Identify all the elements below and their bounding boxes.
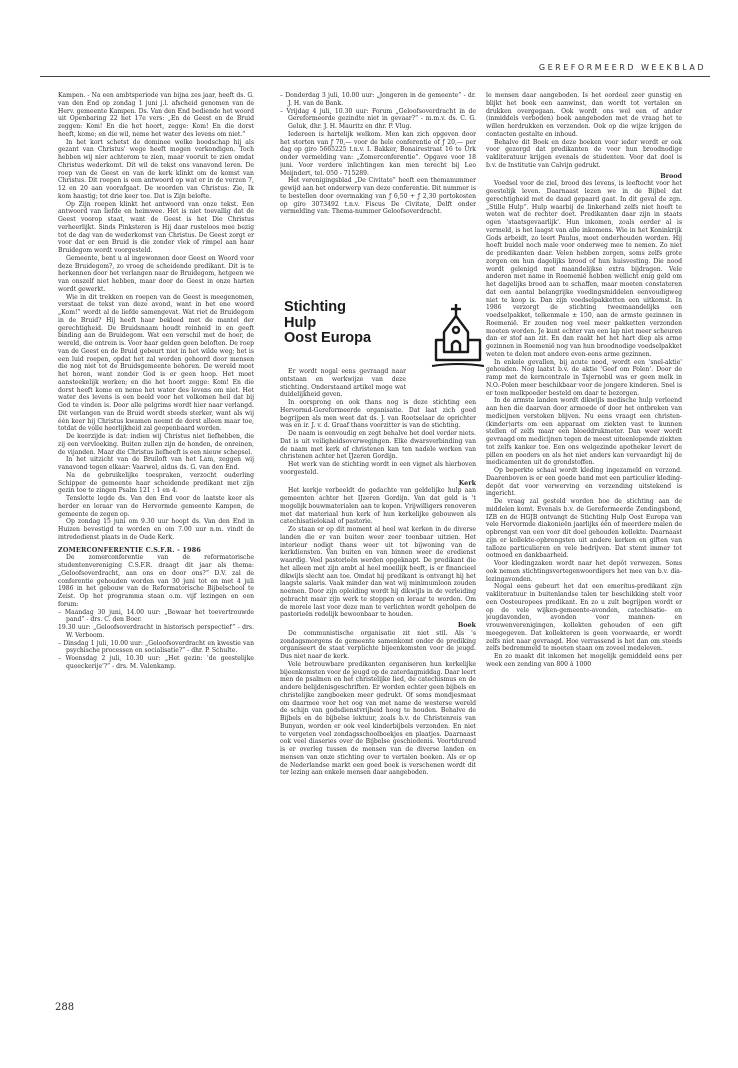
column-2-bottom <box>280 368 476 1010</box>
list-item: – Donderdag 3 juli, 10.00 uur: „Jongeren in de gemeente” - dr. J. H. van de Bank. <box>280 92 476 107</box>
logo-line: Oost Europa <box>284 330 372 346</box>
page-header <box>40 60 710 77</box>
paragraph: Wie in dit trekken en roepen van de Geest is meegenomen, verstaat de tekst van deze avond, want in het ene woord „Kom!” wordt al de liefde samengevat. Wat riet de Bruidegom in de Bruid? Hij heeft haar bekleed met de mantel der gerechtigheid. De Bruidsnaam houdt reinheid in en geeft binding aan de Bruidegom. Wat een verschil met de hoer, de wereld, die ontrein is. Voor haar gelden geen beloften. De roep van de Geest en de Bruid gebeurt niet in het wilde weg; het is een luid roepen, opdat het zal worden gehoord door mensen die nog niet tot de Bruidsgemeente behoren. De wereld moet het horen, want zonder God is er geen hoop. Het moet aansteekelijk werken; en die het hoort zegge: Kom! En die dorst heeft kome en neme het water des levens om niet. Het water des levens is een beeld voor het volkomen heil dat bij God te vinden is. Door alle pelgrims wordt hier naar verlangd. Dit verlangen van de Bruid wordt steeds sterker, want als wij één keer bij Christus kwamen neemt de dorst alleen maar toe, totdat de volle heerlijkheid zal geopenbaard worden. <box>58 293 254 433</box>
section-heading-zomerconferentie: ZOMERCONFERENTIE C.S.F.R. - 1986 <box>58 545 202 554</box>
paragraph: Kampen. - Na een ambtsperiode van bijna zes jaar, heeft ds. G. van den End op zondag 1 juni j.l. afscheid genomen van de Herv. gemeente Kampen. Ds. Van den End bediende het woord uit Openbaring 22 het 17e vers: „En de Geest en de Bruid zeggen: Kom! En die het hoort, zegge: Kom! En die dorst heeft, kome; en die wil, neme het water des levens om niet.” <box>58 92 254 138</box>
paragraph: Tenslotte legde ds. Van den End voor de laatste keer als herder en leraar van de Hervormde gemeente Kampen, de gemeente de zegen op. <box>58 495 254 518</box>
subheading-brood: Brood <box>660 171 682 180</box>
paragraph: In het kort schetst de dominee welke boodschap hij als gezant van Christus' wege heeft mogen verkondigen. Toch hebben wij nier achterom te zien, maar vooruit te zien omdat Christus wederkomt. Dit wil de tekst ons vanavond leren. De roep van de Geest en van de kerk klinkt om de komst van Christus. Dit roepen is een antwoord op wat er in de verzen 7, 12 en 20 aan voorafgaat. De woorden van Christus: Zie, Ik kom haastig; tot drie keer toe. Dat is Zijn belofte. <box>58 138 254 200</box>
paragraph: Nogal eens gebeurt het dat een emeritus-predikant zijn vakliteratuur in buitenlandse talen ter beschikking stelt voor een Oosteuropees predikant. En zo u zult begrijpen wordt er op de vele wijken-gemeente-avonden, catechisatie- en jeugdavonden, avonden voor mannen- en vrouwenverenigingen, kollekten gehouden of een gift meegegeven. Dat kollekteren is geen voorwaarde, er wordt zelfs niet naar gevraagd. Hoe verrassend is het dan om steeds zelfs bedremmeld te moeten staan om zoveel medeleven. <box>486 583 682 653</box>
journal-title: GEREFORMEERD WEEKBLAD <box>538 63 706 72</box>
paragraph: Op Zijn roepen klinkt het antwoord van onze tekst. Een antwoord van liefde en heimwee. Het is niet toevallig dat de Geest voorop staat, want de Geest is het Die Christus verheerlijkt. Sinds Pinksteren is Hij daar rusteloos mee bezig tot de dag van de wederkomst van Christus. De Geest zorgt er voor dat er een Bruid is die zonder vlek of rimpel aan haar Bruidegom wordt voorgesteld. <box>58 200 254 254</box>
paragraph: Op beperkte schaal wordt kleding ingezameld en verzond. Daarenboven is er een goede band met een particulier kleding-depôt dat voor verwerving en verzending uitstekend is ingericht. <box>486 467 682 498</box>
paragraph: le mensen daar aangeboden. Is het oordeel zeer gunstig en blijkt het boek een aanwinst, dan wordt tot vertalen en drukken overgegaan. Ook wordt ons wel een of ander (inmiddels verboden) boek aangeboden met de vraag het te willen herdrukken en verzenden. Ook op die wijze krijgen de contacten gestalte en inhoud. <box>486 92 682 138</box>
column-1 <box>58 92 254 1004</box>
paragraph: Voor kledingzaken wordt naar het depôt verwezen. Soms ook nemen stichtingsvertegenwoordigers het mee van b.v. dia-lezingavonden. <box>486 560 682 583</box>
paragraph: Iedereen is hartelijk welkom. Men kan zich opgeven door het storten van ƒ 70,— voor de hele conferentie of ƒ 20,— per dag op giro 5665225 t.n.v. I. Bakker, Bonairestraat 16 te Urk onder vermelding van: „Zomerconferentie”. Opgave voor 18 juni. Voor verdere inlichtingen kan men terecht bij Leo Meijndert, tel. 050 - 715289. <box>280 130 476 177</box>
subheading-kerk: Kerk <box>458 478 476 487</box>
page <box>40 0 720 1068</box>
paragraph: Voedsel voor de ziel, brood des levens, is leeftocht voor het geestelijk leven. Daarnaast lezen we in de Bijbel dat gerechtigheid met de daad gepaard gaat. In dit geval de zgn. „Stille Hulp”. Hulp waarbij de linkerhand zelfs niet hoeft te weten wat de rechter doet. Predikanten daar zijn in staats ogen 'staatsgevaarlijk'. Hun inkomen, zoals eerder al is vermeld, is het laagst van alle inkomens. Wie in het Koninkrijk Gods arbeidt, zo leert Paulus, moet onderhouden worden. Hij hoeft buidel noch male voor onderweg mee te nemen. Zo niet de predikanten daar. Velen hebben zorgen, soms zelfs grote zorgen om hun dagelijks brood of hun huisvesting. Die nood wordt gelenigd met maandelijkse extra bijdragen. Vele anderen met name in Roemenië hebben wellicht enig geld om het dagelijks brood aan te schaffen, maar moeten constateren dat een aantal belangrijke voedingsmiddelen eenvoudigweg niet te koop is. Dan zijn voedselpakketten een uitkomst. In 1986 verzorgt de stichting tweemaandelijks een voedselpakket, telkenmale ± 150, aan de armste gezinnen in Roemenië. Er zouden nog veel meer pakketten verzonden moeten worden. Je kunt echter van een lap niet meer scheuren dan er stof aan zit. En dan raakt het het hart diep als arme gezinnen in Roemenië nog van hun broodnodige voedselpakket weten te delen met andere even-eens arme gezinnen. <box>486 180 682 358</box>
logo-line: Stichting <box>284 299 347 315</box>
paragraph: Zo staan er op dit moment al heel wat kerken in de diverse landen die er van buiten weer zeer toonbaar uitzien. Het interieur nodigt thans weer uit tot bijwoning van de kerkdiensten. Van buiten en van binnen weer de eredienst waardig. Veel pastorieën werden opgeknapt. De predikant die het alleen met zijn ambt al heel moeilijk heeft, is er financieel dikwijls slecht aan toe. Omdat hij predikant is ontvangt hij het laagste salaris. Vaak minder dan wat wij minimumloon zouden noemen. Door zijn opleiding wordt hij dikwijls in de verleiding gebracht maar zijn werk te stoppen en leraar te worden. Om de morele last voor deze man te verlichten wordt geholpen de pastorieën redelijk bewoonbaar te houden. <box>280 526 476 619</box>
paragraph: Na de gebruikelijke toespraken, verzocht ouderling Schipper de gemeente haar scheidende predikant met zijn gezin toe te zingen Psalm 121 : 1 en 4. <box>58 471 254 495</box>
paragraph: In oorsprong en ook thans nog is deze stichting een Hervormd-Gereformeerde organisatie. Dat laat zich goed begrijpen als men weet dat ds. J. van Rootselaar de oprichter was en ir. J. v. d. Graaf thans voorzitter is van de stichting. <box>280 399 476 430</box>
church-icon <box>430 300 486 372</box>
logo-line: Hulp <box>284 314 317 331</box>
list-item: – Dinsdag 1 juli, 10.00 uur: „Geloofsoverdracht en kwestie van psychische processen en socialisatie?” - dhr. P. Schulte. <box>58 639 254 655</box>
paragraph: In het uitzicht van de Bruiloft van het Lam, zeggen wij vanavond tegen elkaar: Vaarwel, aldus ds. G. van den End. <box>58 456 254 471</box>
list-item: – Woensdag 2 juli, 10.30 uur: „Het gezin: 'de geestelijke queeckerije'?” - drs. M. Valenkamp. <box>58 655 254 670</box>
paragraph: De keerzijde is dat: indien wij Christus niet liefhebben, die zij een vervloeking. Buiten zullen zijn de honden, de onreinen, de vijanden. Maar die Christus liefheeft is een nieuw schepsel. <box>58 433 254 456</box>
paragraph: De vraag zal gesteld worden hoe de stichting aan de middelen komt. Evenals b.v. de Gereformeerde Zendingsbond, IZB en de HGJB ontvangt de Stichting Hulp Oost Europa van vele Hervormde diakonieën jaarlijks één of meerdere malen de opbrengst van een voor dit doel gehouden kollekte. Daarnaast zijn er kollekte-opbrengsten uit andere kerken en giften van talloze particulieren en vele bedrijven. Dat stemt immer tot ootmoed en dankbaarheid. <box>486 498 682 560</box>
paragraph: De naam is eenvoudig en zegt behalve het doel verder niets. Dat is uit veiligheidsoverwegingen. Elke dwarsverbinding van de naam met kerk of christenen kan ten nadele werken van christenen achter het IJzeren Gordijn. <box>280 430 476 461</box>
program-list <box>58 609 254 671</box>
list-item: 19.30 uur: „Geloofsoverdracht in historisch perspectief” - drs. W. Verboom. <box>58 624 254 639</box>
paragraph: Behalve dit Boek en deze boeken voor ieder wordt er ook voor gezorgd dat predikanten de voor hun broodnodige vakliteratuur krijgen evenals de studenten. Voor dat doel is b.v. de Institutie van Calvijn gedrukt. <box>486 138 682 169</box>
paragraph: De zomerconferentie van de reformatorische studentenvereniging C.S.F.R. draagt dit jaar als thema: „Geloofsoverdracht, aan ons en door ons?” D.V. zal de conferentie gehouden worden van 30 juni tot en met 4 juli 1986 in het gebouw van de Reformatorische Bijbelschool te Zeist. Op het programma staan o.m. vijf lezingen en een forum: <box>58 554 254 608</box>
paragraph: In de armste landen wordt dikwijls medische hulp verleend aan hen die daarvan door armoede of door het ontbreken van medicijnen verstoken blijven. Nu eens vraagt een christen-(kinder)arts om een apparaat om ziekten vast te kunnen stellen of zelfs maar een bloeddrukmeter. Dan weer wordt gevraagd om medicijnen tegen de meest uiteenlopende ziekten tot zelfs kanker toe. Een ons welgezinde apotheker levert de pillen en poeders en als het niet anders kan vervaardigt hij de medicamenten uit de grondstoffen. <box>486 397 682 467</box>
list-item: – Vrijdag 4 juli, 10.30 uur: Forum „Geloofsoverdracht in de Gereformeerde gezindte niet in gevaar?” - m.m.v. ds. C. G. Geluk, dhr. J. H. Mauritz en dhr. P. Vlug. <box>280 107 476 130</box>
paragraph: Op zondag 15 juni om 9.30 uur hoopt ds. Van den End in Huizen bevestigd te worden en om 7.00 uur n.m. vindt de intrededienst plaats in de Oude Kerk. <box>58 518 254 541</box>
paragraph: In enkele gevallen, bij acute nood, wordt een 'snel-aktie' gehouden. Nog laatst b.v. de aktie 'Geef om Polen'. Door de ramp met de kerncentrale in Tsjernobil was er geen melk in N.O.-Polen meer beschikbaar voor de jongere kinderen. Snel is er toen melkpoeder besteld om daar te bezorgen. <box>486 358 682 397</box>
subheading-boek: Boek <box>457 621 476 629</box>
column-3 <box>486 92 682 1012</box>
paragraph: Het werk van de stichting wordt in een vignet als hierboven voorgesteld. <box>280 461 476 476</box>
program-list-continued <box>280 92 476 131</box>
paragraph: Het verenigingsblad „De Civitate” heeft een themanummer gewijd aan het onderwerp van deze conferentie. Dit nummer is te bestellen door overmaking van ƒ 6,50 + ƒ 2,30 portokosten op giro 3073492 t.n.v. Fiscus De Civitate, Delft onder vermelding van: Thema-nummer Geloofsoverdracht. <box>280 177 476 216</box>
stichting-logo-text <box>284 300 404 350</box>
page-number: 288 <box>55 1002 75 1013</box>
paragraph: Het kerkje verbeeldt de gedachte van geldelijke hulp aan gemeenten achter het IJzeren Gordijn. Van dat geld is 't mogelijk bouwmaterialen aan te kopen. Vrijwilligers renoveren met dat materiaal hun kerk of hun kerkelijke gebouwen als catechisatielokaal of pastorie. <box>280 487 476 526</box>
paragraph: Gemeente, bent u al ingewonnen door Geest en Woord voor deze Bruidegom?, zo vroeg de scheidende predikant. Dit is te herkennen door het verlangen naar de Bruidegom, hetgeen we van onszelf niet hebben, maar door de Geest in onze harten wordt gewerkt. <box>58 254 254 293</box>
paragraph: De communistische organisatie zit niet stil. Als 's zondagsmorgens de gemeente samenkomt onder de prediking organiseert de staat verplichte bijeenkomsten voor de jeugd. Dus niet naar de kerk. <box>280 629 476 660</box>
paragraph: En zo maakt dit inkomen het mogelijk gemiddeld eens per week een zending van 800 à 1000 <box>486 653 682 668</box>
paragraph: Vele betrouwbare predikanten organiseren hun kerkelijke bijeenkomsten voor de jeugd op de zaterdagmiddag. Daar leert men de psalmen en het christelijke lied, de catechismus en de andere belijdenisgeschriften. Er worden echter geen bijbels en christelijke zangboeken meer gedrukt. Of soms mondjesmaat om daarmee voor het oog van met name de westerse wereld de schijn van godsdienstvrijheid hoog te houden. Behalve de Bijbels en de bijbelse lektuur, zoals b.v. de Christenreis van Bunyan, worden er ook veel kinderbijbels verzonden. En niet te vergeten veel zondagsschoolboekjes en plaatjes. Daarnaast ook veel diaseries over de Bijbelse geschiedenis. Voortdurend is er overleg tussen de mensen van de diverse landen en mensen van onze stichting over te vertalen boeken. Als er op de Nederlandse markt een goed boek is verschenen wordt dit ter lezing aan enkele mensen daar aangeboden. <box>280 660 476 777</box>
paragraph: Er wordt nogal eens gevraagd naar ontstaan en werkwijze van deze stichting. Onderstaand artikel moge wat duidelijkheid geven. <box>280 368 406 399</box>
list-item: – Maandag 30 juni, 14.00 uur: „Bewaar het toevertrouwde pand” - drs. C. den Boer. <box>58 608 254 624</box>
